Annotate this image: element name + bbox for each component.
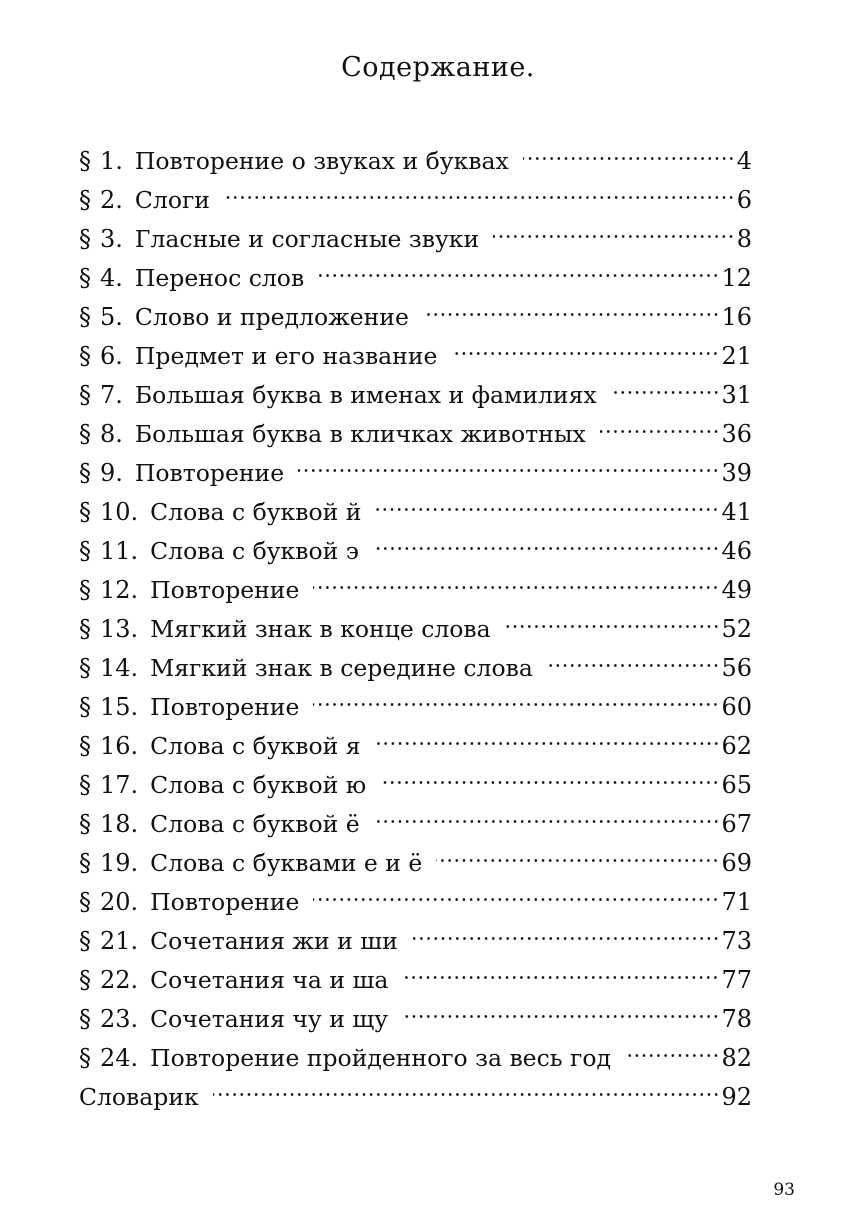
entry-page-number: 52 — [721, 615, 752, 643]
dot-leader — [423, 286, 720, 325]
entry-title: Предмет и его название — [134, 342, 438, 370]
entry-page-number: 71 — [721, 888, 752, 916]
entry-title: Большая буква в именах и фамилиях — [134, 381, 597, 409]
entry-title: Слово и предложение — [134, 303, 409, 331]
entry-number: 23. — [100, 1005, 139, 1033]
section-sign: § — [79, 732, 91, 760]
entry-page-number: 46 — [721, 537, 752, 565]
entry-number: 3. — [100, 225, 123, 253]
dot-leader — [375, 481, 719, 520]
entry-page-number: 12 — [721, 264, 752, 292]
dot-leader — [374, 793, 720, 832]
entry-title: Гласные и согласные звуки — [134, 225, 480, 253]
section-sign: § — [79, 303, 91, 331]
entry-page-number: 73 — [721, 927, 752, 955]
dot-leader — [298, 442, 719, 481]
entry-number: 2. — [100, 186, 123, 214]
entry-page-number: 41 — [721, 498, 752, 526]
dot-leader — [600, 403, 720, 442]
section-sign: § — [79, 615, 91, 643]
entry-number: 17. — [100, 771, 139, 799]
entry-title: Словарик — [79, 1083, 199, 1111]
entry-title: Слова с буквой я — [150, 732, 361, 760]
section-sign: § — [79, 147, 91, 175]
entry-title: Слова с буквой ю — [150, 771, 367, 799]
entry-title: Слова с буквами е и ё — [150, 849, 423, 877]
dot-leader — [375, 715, 720, 754]
entry-page-number: 77 — [721, 966, 752, 994]
entry-page-number: 56 — [721, 654, 752, 682]
section-sign: § — [79, 576, 91, 604]
dot-leader — [611, 364, 720, 403]
entry-number: 19. — [100, 849, 139, 877]
section-sign: § — [79, 927, 91, 955]
entry-title: Слова с буквой й — [150, 498, 362, 526]
entry-title: Повторение о звуках и буквах — [134, 147, 509, 175]
entry-number: 11. — [100, 537, 139, 565]
entry-number: 20. — [100, 888, 139, 916]
entry-number: 24. — [100, 1044, 139, 1072]
entry-page-number: 36 — [721, 420, 752, 448]
entry-number: 8. — [100, 420, 123, 448]
entry-number: 6. — [100, 342, 123, 370]
section-sign: § — [79, 810, 91, 838]
entry-title: Повторение пройденного за весь год — [150, 1044, 611, 1072]
entry-number: 21. — [100, 927, 139, 955]
entry-page-number: 31 — [721, 381, 752, 409]
section-sign: § — [79, 849, 91, 877]
section-sign: § — [79, 693, 91, 721]
entry-title: Повторение — [150, 576, 300, 604]
entry-number: 15. — [100, 693, 139, 721]
section-sign: § — [79, 498, 91, 526]
page-title: Содержание. — [341, 52, 535, 83]
entry-number: 18. — [100, 810, 139, 838]
page-number: 93 — [773, 1180, 795, 1200]
section-sign: § — [79, 342, 91, 370]
entry-title: Повторение — [150, 693, 300, 721]
dot-leader — [436, 832, 719, 871]
entry-number: 1. — [100, 147, 123, 175]
entry-number: 16. — [100, 732, 139, 760]
table-of-contents — [79, 130, 752, 1111]
section-sign: § — [79, 186, 91, 214]
entry-page-number: 92 — [721, 1083, 752, 1111]
entry-title: Повторение — [150, 888, 300, 916]
dot-leader — [547, 637, 720, 676]
section-sign: § — [79, 1005, 91, 1033]
entry-page-number: 39 — [721, 459, 752, 487]
dot-leader — [380, 754, 719, 793]
section-sign: § — [79, 264, 91, 292]
entry-page-number: 67 — [721, 810, 752, 838]
entry-page-number: 82 — [721, 1044, 752, 1072]
entry-page-number: 49 — [721, 576, 752, 604]
entry-title: Сочетания жи и ши — [150, 927, 398, 955]
dot-leader — [402, 988, 719, 1027]
section-sign: § — [79, 225, 91, 253]
entry-title: Повторение — [134, 459, 285, 487]
section-sign: § — [79, 537, 91, 565]
entry-number: 5. — [100, 303, 123, 331]
dot-leader — [505, 598, 720, 637]
section-sign: § — [79, 381, 91, 409]
dot-leader — [412, 910, 720, 949]
section-sign: § — [79, 459, 91, 487]
section-sign: § — [79, 966, 91, 994]
entry-number: 14. — [100, 654, 139, 682]
dot-leader — [318, 247, 719, 286]
section-sign: § — [79, 1044, 91, 1072]
section-sign: § — [79, 420, 91, 448]
entry-title: Мягкий знак в конце слова — [150, 615, 491, 643]
entry-page-number: 4 — [736, 147, 752, 175]
entry-number: 12. — [100, 576, 139, 604]
section-sign: § — [79, 771, 91, 799]
entry-title: Слова с буквой ё — [150, 810, 360, 838]
dot-leader — [625, 1027, 720, 1066]
dot-leader — [224, 169, 735, 208]
entry-page-number: 62 — [721, 732, 752, 760]
entry-number: 22. — [100, 966, 139, 994]
entry-number: 7. — [100, 381, 123, 409]
dot-leader — [523, 130, 735, 169]
dot-leader — [313, 871, 719, 910]
entry-number: 10. — [100, 498, 139, 526]
entry-title: Сочетания чу и щу — [150, 1005, 389, 1033]
entry-page-number: 6 — [736, 186, 752, 214]
section-sign: § — [79, 888, 91, 916]
entry-title: Большая буква в кличках животных — [134, 420, 586, 448]
entry-title: Слова с буквой э — [150, 537, 359, 565]
toc-entry — [79, 130, 752, 175]
entry-number: 13. — [100, 615, 139, 643]
entry-page-number: 21 — [721, 342, 752, 370]
dot-leader — [313, 676, 719, 715]
dot-leader — [213, 1066, 720, 1105]
dot-leader — [373, 520, 720, 559]
entry-page-number: 60 — [721, 693, 752, 721]
entry-page-number: 78 — [721, 1005, 752, 1033]
dot-leader — [402, 949, 719, 988]
entry-page-number: 65 — [721, 771, 752, 799]
entry-page-number: 8 — [736, 225, 752, 253]
entry-title: Перенос слов — [134, 264, 305, 292]
entry-page-number: 16 — [721, 303, 752, 331]
entry-number: 9. — [100, 459, 123, 487]
dot-leader — [313, 559, 719, 598]
section-sign: § — [79, 654, 91, 682]
entry-number: 4. — [100, 264, 123, 292]
entry-title: Сочетания ча и ша — [150, 966, 389, 994]
entry-title: Слоги — [134, 186, 210, 214]
dot-leader — [451, 325, 719, 364]
dot-leader — [493, 208, 735, 247]
entry-title: Мягкий знак в середине слова — [150, 654, 533, 682]
entry-page-number: 69 — [721, 849, 752, 877]
